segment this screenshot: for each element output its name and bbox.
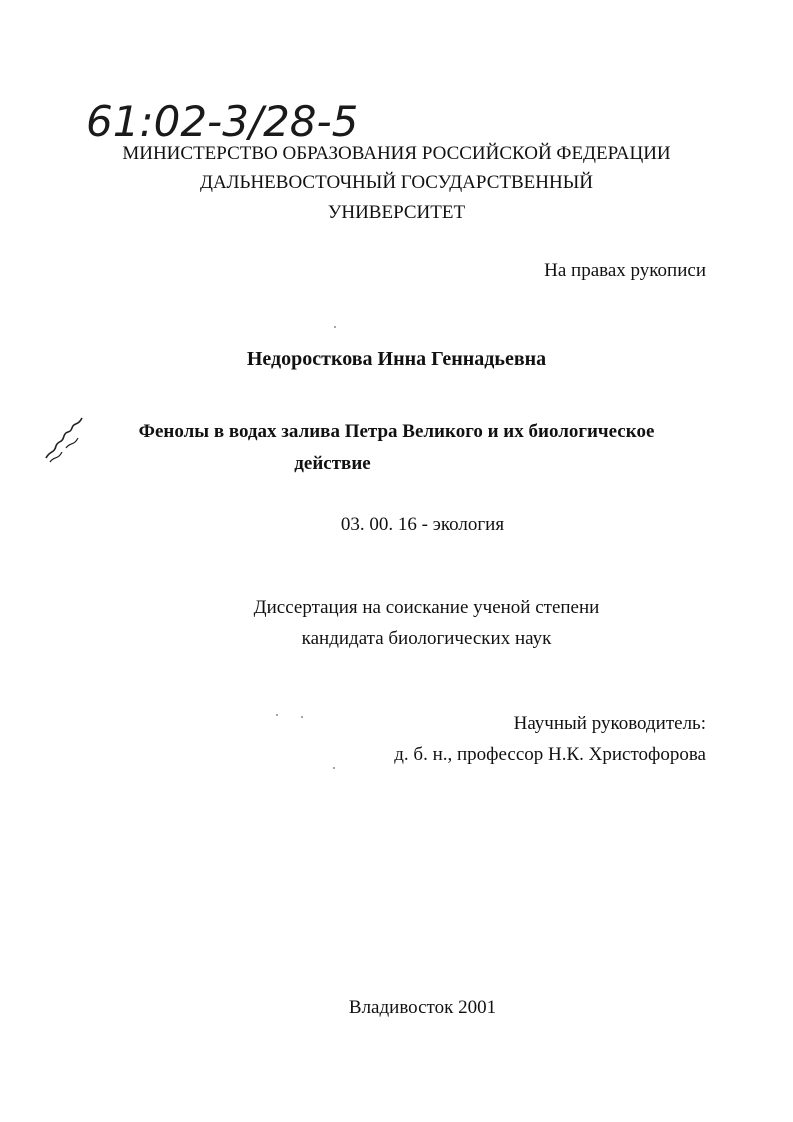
archive-code-text: 61:02-3/28-5 <box>86 97 359 146</box>
degree-line-2: кандидата биологических наук <box>301 628 552 649</box>
university-line-2: УНИВЕРСИТЕТ <box>327 202 466 223</box>
city-year: Владивосток 2001 <box>348 997 497 1018</box>
scan-speck <box>276 714 278 716</box>
author-name: Недоросткова Инна Геннадьевна <box>246 348 547 370</box>
specialty-code: 03. 00. 16 - экология <box>340 514 505 535</box>
university-line-1: ДАЛЬНЕВОСТОЧНЫЙ ГОСУДАРСТВЕННЫЙ <box>199 172 593 193</box>
ministry-heading: МИНИСТЕРСТВО ОБРАЗОВАНИЯ РОССИЙСКОЙ ФЕДЕРАЦИИ <box>122 143 671 164</box>
degree-line-1: Диссертация на соискание ученой степени <box>253 597 600 618</box>
scan-speck <box>301 716 303 718</box>
dissertation-title-line-2: действие <box>294 453 371 474</box>
scan-speck <box>334 326 336 328</box>
supervisor-name: д. б. н., профессор Н.К. Христофорова <box>394 744 706 765</box>
scan-speck <box>333 767 335 769</box>
manuscript-note: На правах рукописи <box>544 260 706 281</box>
dissertation-title-line-1: Фенолы в водах залива Петра Великого и их биологическое <box>138 421 655 442</box>
supervisor-label: Научный руководитель: <box>513 713 706 734</box>
handwritten-archive-code <box>86 92 406 148</box>
